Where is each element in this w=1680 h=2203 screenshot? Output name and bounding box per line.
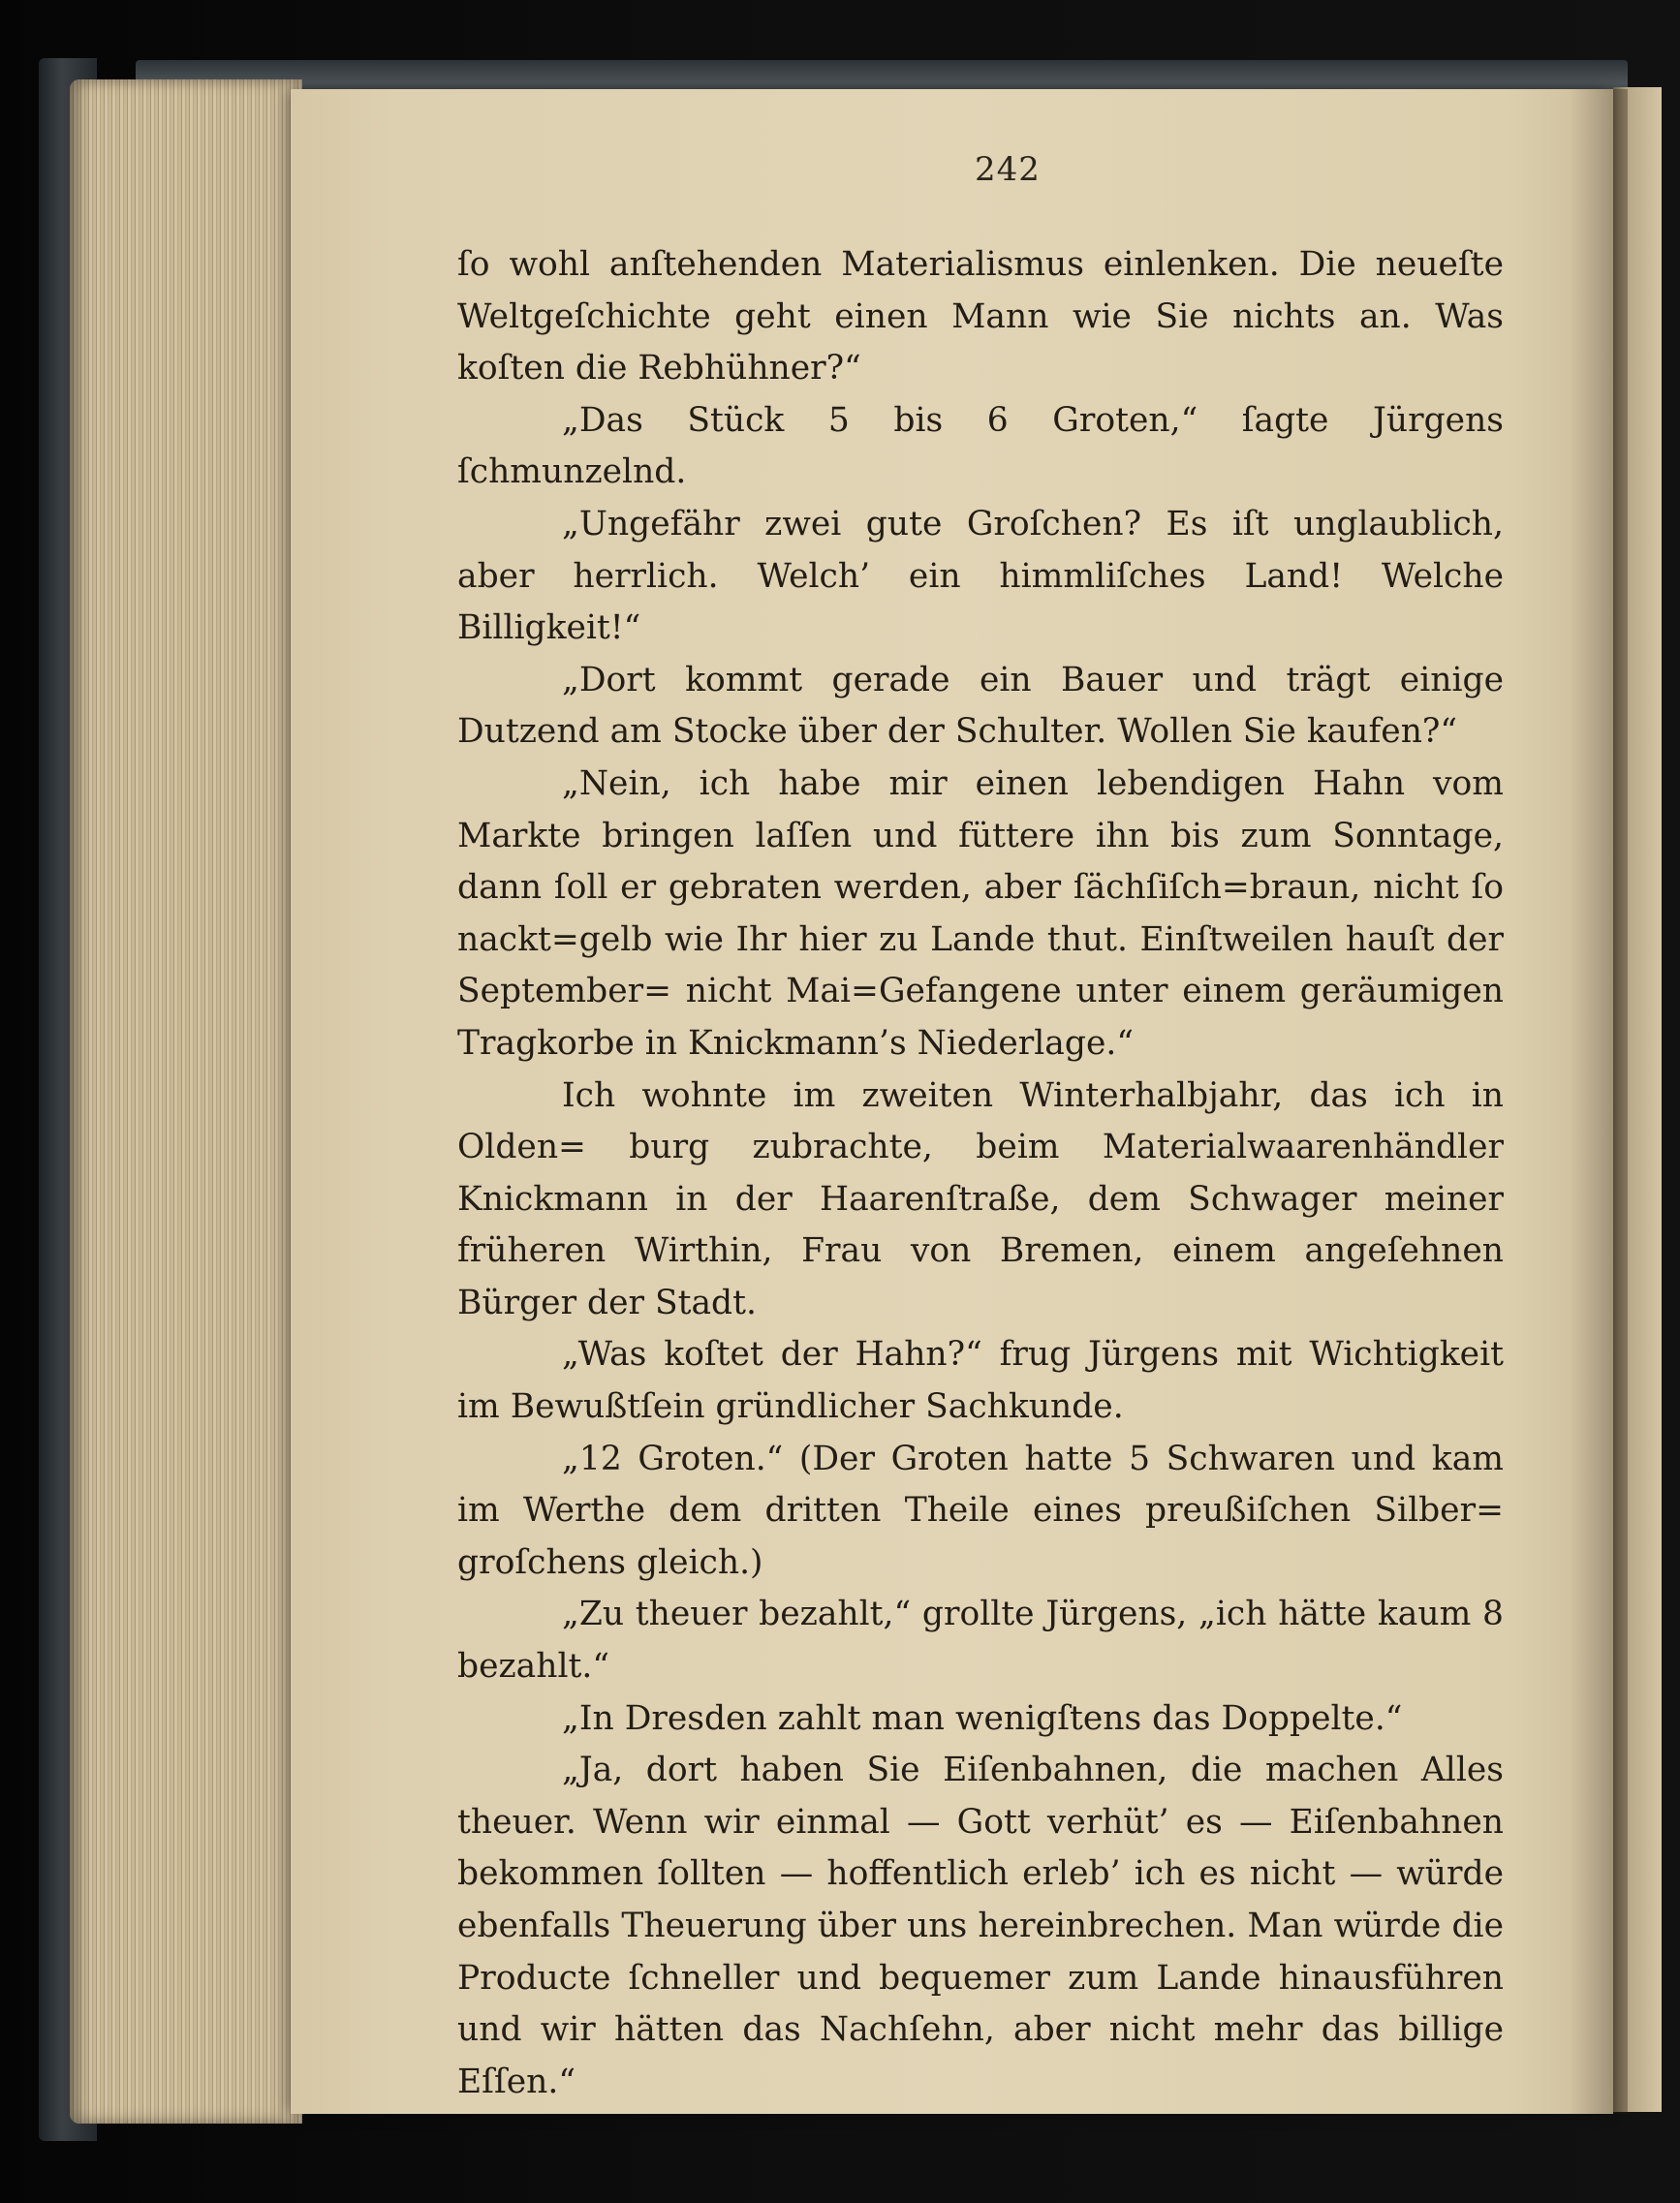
gutter-shadow (1570, 89, 1628, 2114)
paragraph: „Nein, ich habe mir einen lebendigen Hahn vom Markte bringen laſſen und füttere ihn bis zum Sonntage, dann ſoll er gebraten werden, aber ſächſiſch=braun, nicht ſo nackt=gelb wie Ihr hier zu Lande thut. Einſtweilen hauſt der September= nicht Mai=Gefangene unter einem geräumigen Tragkorbe in Knickmann’s Niederlage.“ (457, 763, 1504, 1063)
paragraph: „Zu theuer bezahlt,“ grollte Jürgens, „ich hätte kaum 8 bezahlt.“ (457, 1595, 1504, 1687)
paragraph: „In Dresden zahlt man wenigſtens das Doppelte.“ (562, 1698, 1403, 1738)
paragraph: „Dort kommt gerade ein Bauer und trägt einige Dutzend am Stocke über der Schulter. Wollen Sie kaufen?“ (457, 660, 1504, 752)
paragraph: „Ja, dort haben Sie Eiſenbahnen, die machen Alles theuer. Wenn wir einmal — Gott verhüt’ es — Eiſenbahnen bekommen ſollten — hoffentlich erleb’ ich es nicht — würde ebenfalls Theuerung über uns hereinbrechen. Man würde die Producte ſchneller und bequemer zum Lande hinausführen und wir hätten das Nachſehn, aber nicht mehr das billige Eſſen.“ (457, 1751, 1504, 2101)
page-text-block (457, 239, 1504, 2108)
paragraph: „Ungefähr zwei gute Groſchen? Es iſt unglaublich, aber herrlich. Welch’ ein himmliſches Land! Welche Billigkeit!“ (457, 504, 1504, 648)
paragraph: Ich wohnte im zweiten Winterhalbjahr, das ich in Olden= burg zubrachte, beim Materialwaarenhändler Knickmann in der Haarenſtraße, dem Schwager meiner früheren Wirthin, Frau von Bremen, einem angeſehnen Bürger der Stadt. (457, 1075, 1504, 1322)
paragraph: ſo wohl anſtehenden Materialismus einlenken. Die neueſte Weltgeſchichte geht einen Mann wie Sie nichts an. Was koſten die Rebhühner?“ (457, 245, 1504, 388)
page-number: 242 (975, 150, 1041, 189)
paragraph: „Was koſtet der Hahn?“ frug Jürgens mit Wichtigkeit im Bewußtſein gründlicher Sachkunde. (457, 1335, 1504, 1427)
paragraph: „12 Groten.“ (Der Groten hatte 5 Schwaren und kam im Werthe dem dritten Theile eines preußiſchen Silber= groſchens gleich.) (457, 1439, 1504, 1582)
paragraph: „Das Stück 5 bis 6 Groten,“ ſagte Jürgens ſchmunzelnd. (457, 400, 1504, 492)
page-edges-stack (70, 79, 302, 2124)
